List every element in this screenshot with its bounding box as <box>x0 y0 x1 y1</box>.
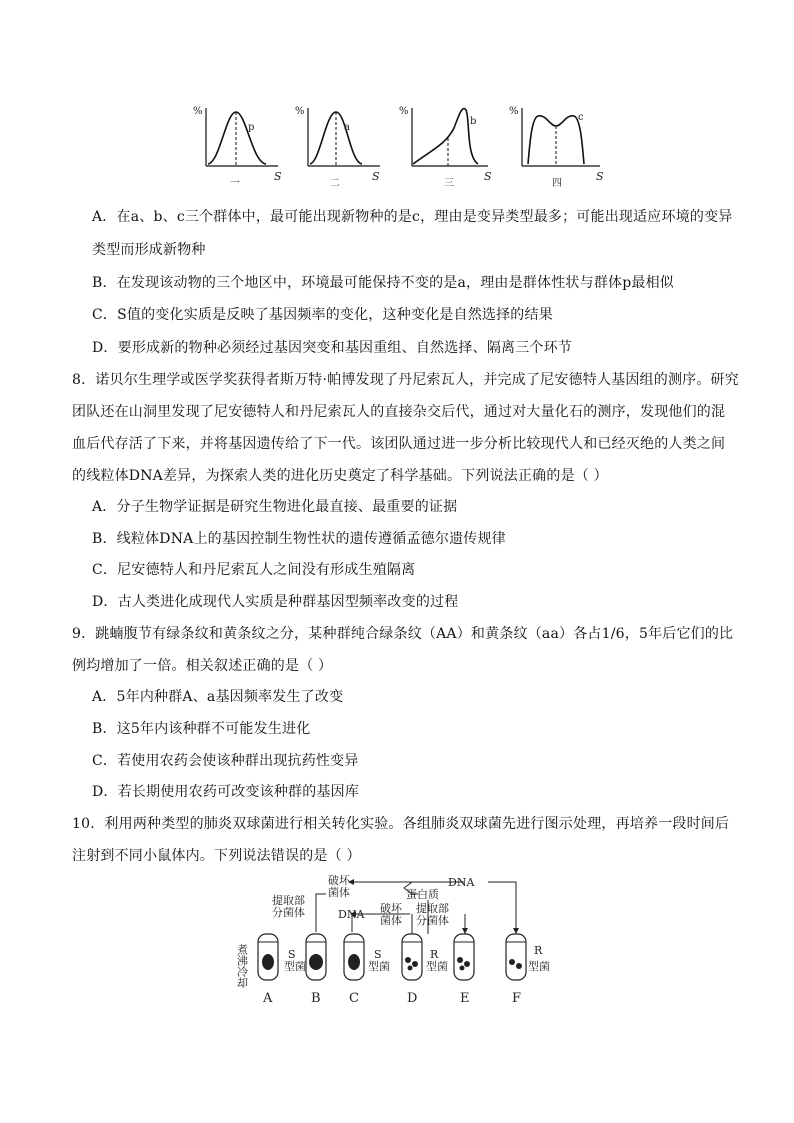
tube-f-letter: F <box>512 991 522 1006</box>
destroy-label-mid-2: 菌体 <box>380 914 402 927</box>
graph-2-tag: a <box>344 122 350 133</box>
tube-c <box>344 934 364 980</box>
dna-label-mid: DNA <box>338 908 365 921</box>
tube-c-s-label: S <box>374 948 382 961</box>
tube-c-type-label: 型菌 <box>368 960 390 973</box>
q8-option-c: C．尼安德特人和丹尼索瓦人之间没有形成生殖隔离 <box>92 562 416 578</box>
tube-b <box>306 934 326 980</box>
graph-3-tag: b <box>470 116 477 127</box>
q7-option-b: B．在发现该动物的三个地区中，环境最可能保持不变的是a，理由是群体性状与群体p最相似 <box>92 275 674 291</box>
q9-stem-line2: 例均增加了一倍。相关叙述正确的是（ ） <box>72 658 333 674</box>
tube-e <box>454 934 474 980</box>
q8-stem-line4: 的线粒体DNA差异，为探索人类的进化历史奠定了科学基础。下列说法正确的是（ ） <box>72 468 608 484</box>
graph-4-caption: 四 <box>552 178 562 189</box>
graph-4-y-unit: % <box>509 106 519 117</box>
graph-2-y-unit: % <box>295 106 305 117</box>
q7-option-a-line2: 类型而形成新物种 <box>92 242 206 258</box>
dna-label-top: DNA <box>448 876 475 889</box>
graph-1-tag: p <box>248 122 255 133</box>
q8-stem-line2: 团队还在山洞里发现了尼安德特人和丹尼索瓦人的直接杂交后代，通过对大量化石的测序，发现他们的混 <box>72 404 726 420</box>
experiment-diagram <box>232 872 562 1012</box>
transformation-experiment-figure <box>232 872 562 1012</box>
q8-option-d: D．古人类进化成现代人实质是种群基因型频率改变的过程 <box>92 594 459 610</box>
q9-option-b: B．这5年内该种群不可能发生进化 <box>92 721 311 737</box>
protein-label: 蛋白质 <box>406 888 439 901</box>
graph-3-caption: 三 <box>444 178 454 189</box>
graph-2-plot <box>292 100 392 190</box>
q9-option-d: D．若长期使用农药可改变该种群的基因库 <box>92 784 360 800</box>
q8-option-b: B．线粒体DNA上的基因控制生物性状的遗传遵循孟德尔遗传规律 <box>92 531 506 547</box>
graph-4-x-label: S <box>596 170 604 183</box>
graph-4 <box>506 100 606 190</box>
extract-label-mid-1: 提取部 <box>416 902 449 915</box>
q7-option-c: C．S值的变化实质是反映了基因频率的变化，这种变化是自然选择的结果 <box>92 307 553 323</box>
destroy-label-top-1: 破坏 <box>328 874 350 887</box>
graph-3-y-unit: % <box>399 106 409 117</box>
q9-option-c: C．若使用农药会使该种群出现抗药性变异 <box>92 753 359 769</box>
tube-d-type-label: 型菌 <box>426 960 448 973</box>
graph-1 <box>190 100 290 190</box>
graph-1-caption: 一 <box>230 178 240 189</box>
q8-stem-line1: 8．诺贝尔生理学或医学奖获得者斯万特·帕博发现了丹尼索瓦人，并完成了尼安德特人基因组的测序。研究 <box>72 372 739 388</box>
q8-stem-line3: 血后代存活了下来，并将基因遗传给了下一代。该团队通过进一步分析比较现代人和已经灭绝的人类之间 <box>72 436 726 452</box>
destroy-label-top-2: 菌体 <box>328 886 350 899</box>
tube-d <box>402 934 422 980</box>
q10-stem-line1: 10．利用两种类型的肺炎双球菌进行相关转化实验。各组肺炎双球菌先进行图示处理，再培养一段时间后 <box>72 816 730 832</box>
tube-b-type-label: 型菌 <box>284 960 306 973</box>
tube-f <box>506 934 526 980</box>
boil-cool-label: 煮沸冷却 <box>235 944 249 988</box>
extract-label-mid-2: 分菌体 <box>416 914 449 927</box>
tube-a-letter: A <box>263 991 273 1006</box>
destroy-label-mid-1: 破坏 <box>380 902 402 915</box>
tube-f-r-label: R <box>534 944 543 957</box>
graph-2-x-label: S <box>372 170 380 183</box>
graph-2-caption: 二 <box>330 178 340 189</box>
graph-4-plot <box>506 100 606 190</box>
tube-e-letter: E <box>460 991 470 1006</box>
graph-3-plot <box>396 100 496 190</box>
q9-stem-line1: 9．跳蝻腹节有绿条纹和黄条纹之分，某种群纯合绿条纹（AA）和黄条纹（aa）各占1/6，5年后它们的比 <box>72 626 734 642</box>
distribution-graphs <box>190 100 610 190</box>
tube-b-s-label: S <box>288 948 296 961</box>
graph-1-plot <box>190 100 290 190</box>
graph-1-y-unit: % <box>193 106 203 117</box>
tube-c-letter: C <box>349 991 359 1006</box>
extract-label-left-2: 分菌体 <box>272 906 305 919</box>
extract-label-left-1: 提取部 <box>272 894 305 907</box>
graph-3-x-label: S <box>484 170 492 183</box>
tube-d-r-label: R <box>430 948 439 961</box>
q10-stem-line2: 注射到不同小鼠体内。下列说法错误的是（ ） <box>72 848 361 864</box>
tube-f-type-label: 型菌 <box>528 960 550 973</box>
tube-a <box>258 934 278 980</box>
tube-d-letter: D <box>407 991 418 1006</box>
tube-b-letter: B <box>311 991 321 1006</box>
graph-4-tag: c <box>578 112 584 123</box>
graph-2 <box>292 100 392 190</box>
graph-1-x-label: S <box>274 170 282 183</box>
q8-option-a: A．分子生物学证据是研究生物进化最直接、最重要的证据 <box>92 499 458 515</box>
q9-option-a: A．5年内种群A、a基因频率发生了改变 <box>92 689 344 705</box>
q7-option-a-line1: A．在a、b、c三个群体中，最可能出现新物种的是c，理由是变异类型最多；可能出现适应环境的变异 <box>92 209 733 225</box>
graph-3 <box>396 100 496 190</box>
q7-option-d: D．要形成新的物种必须经过基因突变和基因重组、自然选择、隔离三个环节 <box>92 340 573 356</box>
